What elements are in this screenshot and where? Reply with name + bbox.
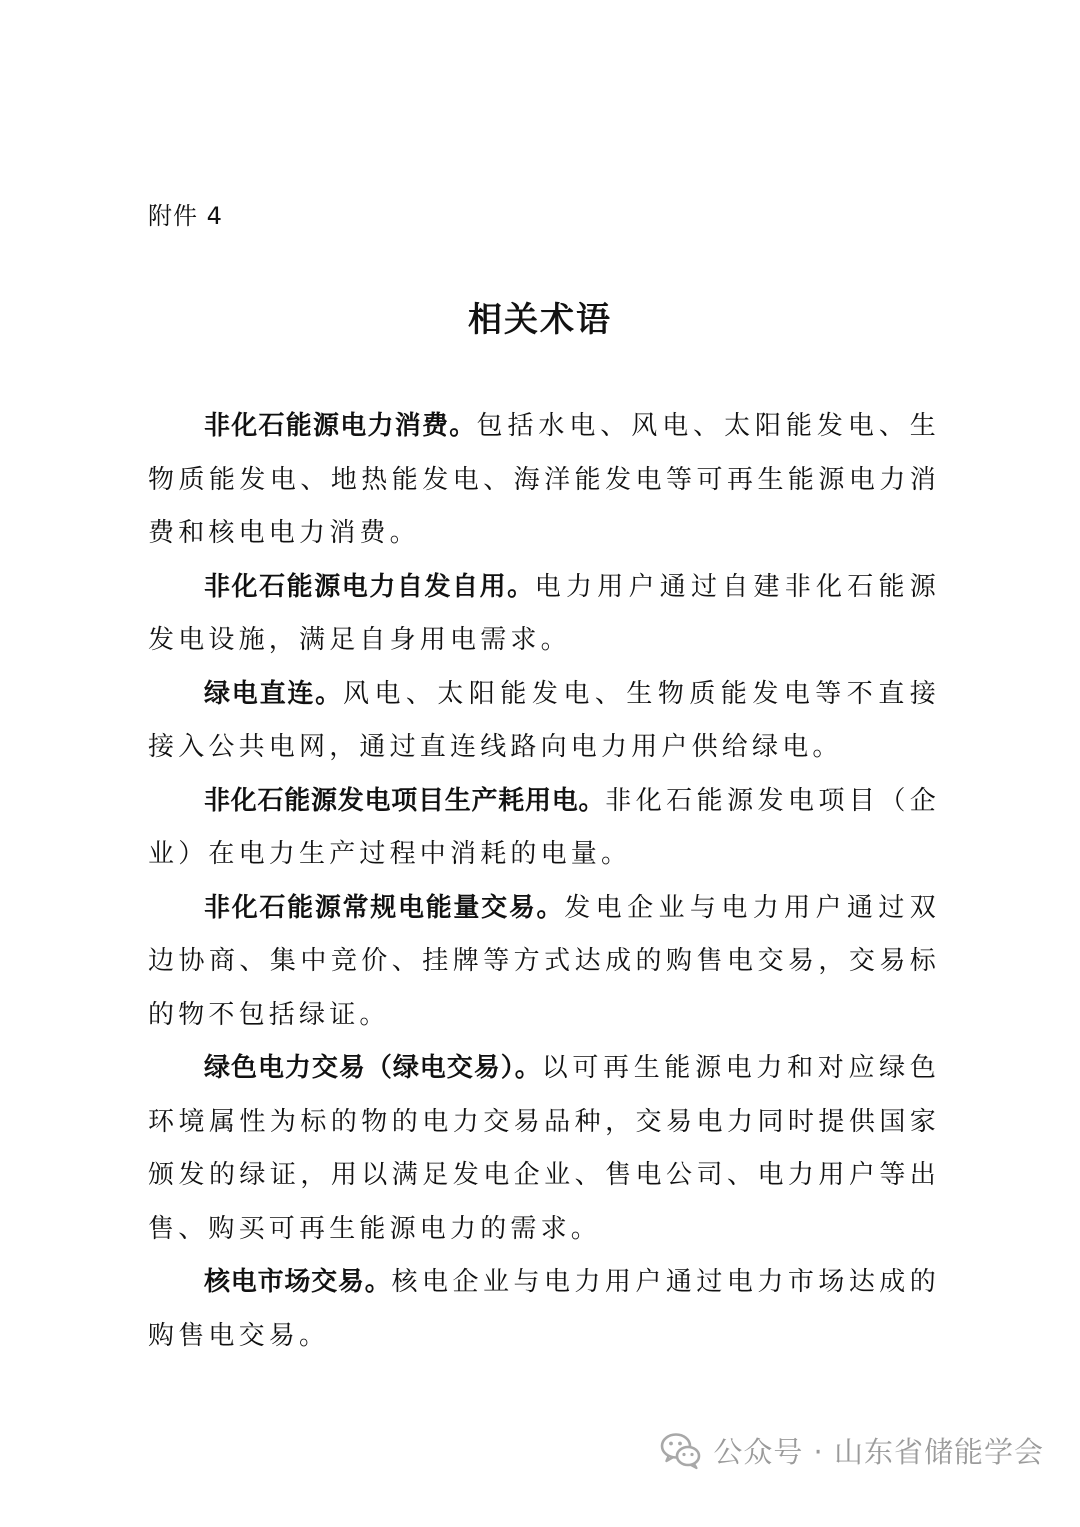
watermark-text: 公众号 · 山东省储能学会 <box>713 1434 1044 1469</box>
term-entry <box>148 400 940 561</box>
term-definition: 电力用户通过自建非化石能源发电设施，满足自身用电需求。 <box>148 571 940 655</box>
term-entry <box>148 1256 940 1363</box>
term-name: 非化石能源发电项目生产耗用电。 <box>204 785 606 816</box>
term-definition: 非化石能源发电项目（企业）在电力生产过程中消耗的电量。 <box>148 785 940 869</box>
terms-list <box>148 400 940 1363</box>
term-entry <box>148 882 940 1043</box>
term-definition: 核电企业与电力用户通过电力市场达成的购售电交易。 <box>148 1267 940 1351</box>
term-entry <box>148 775 940 882</box>
document-title: 相关术语 <box>468 300 612 340</box>
term-name: 核电市场交易。 <box>204 1267 392 1297</box>
term-entry <box>148 1042 940 1256</box>
term-definition: 风电、太阳能发电、生物质能发电等不直接接入公共电网，通过直连线路向电力用户供给绿电。 <box>148 678 940 762</box>
term-name: 非化石能源电力消费。 <box>204 411 477 441</box>
term-definition: 以可再生能源电力和对应绿色环境属性为标的物的电力交易品种，交易电力同时提供国家颁发的绿证，用以满足发电企业、售电公司、电力用户等出售、购买可再生能源电力的需求。 <box>148 1053 940 1244</box>
term-name: 非化石能源常规电能量交易。 <box>204 892 565 923</box>
term-definition: 发电企业与电力用户通过双边协商、集中竞价、挂牌等方式达成的购售电交易，交易标的物不包括绿证。 <box>148 892 940 1030</box>
term-entry <box>148 668 940 775</box>
watermark <box>659 1428 1044 1472</box>
attachment-label: 附件 4 <box>148 202 223 230</box>
wechat-icon <box>659 1428 703 1472</box>
term-name: 绿电直连。 <box>204 678 343 709</box>
term-name: 非化石能源电力自发自用。 <box>204 571 535 602</box>
term-name: 绿色电力交易（绿电交易）。 <box>204 1053 542 1083</box>
term-definition: 包括水电、风电、太阳能发电、生物质能发电、地热能发电、海洋能发电等可再生能源电力消费和核电电力消费。 <box>148 411 940 548</box>
term-entry <box>148 561 940 668</box>
